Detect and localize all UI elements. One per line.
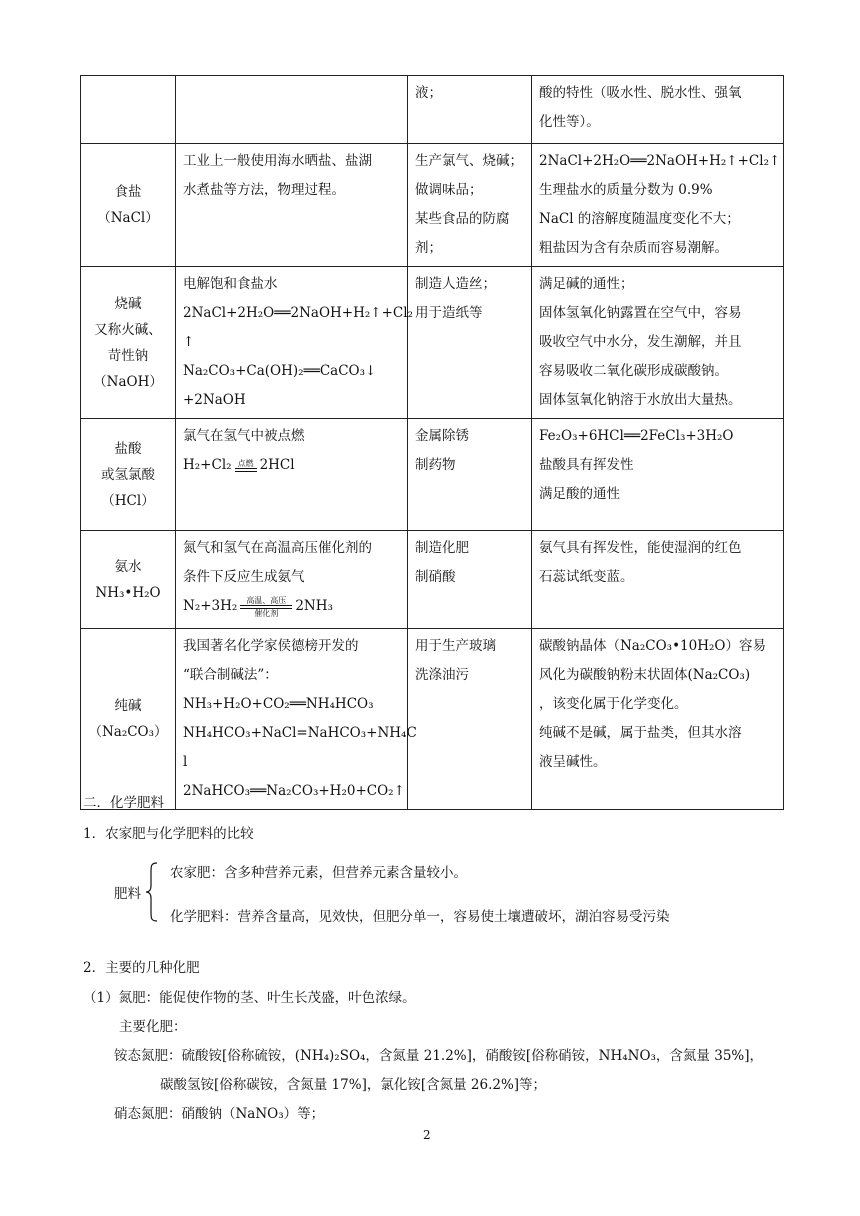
table-row — [81, 144, 784, 267]
nitrogen-fertilizer-text: （1）氮肥：能促使作物的茎、叶生长茂盛，叶色浓绿。 — [83, 990, 416, 1006]
uses-cell — [408, 144, 532, 267]
cell-line: 容易吸收二氧化碳形成碳酸钠。 — [539, 363, 728, 379]
production-cell — [176, 76, 408, 144]
production-cell — [176, 419, 408, 531]
cell-line: 酸的特性（吸水性、脱水性、强氧 — [539, 85, 742, 101]
subsection-heading-1: 1．农家肥与化学肥料的比较 — [83, 826, 254, 842]
cell-line: 制造化肥 — [415, 540, 469, 556]
cell-line: 生产氯气、烧碱； — [415, 153, 523, 169]
cell-line: l — [183, 754, 188, 770]
cell-line: （Na₂CO₃） — [88, 724, 168, 740]
cell-line: 氮气和氢气在高温高压催化剂的 — [183, 540, 372, 556]
reaction-condition — [235, 459, 257, 472]
cell-line: 纯碱 — [114, 698, 142, 714]
cell-line: 条件下反应生成氨气 — [183, 569, 305, 585]
condition-top: 高温、高压 — [246, 595, 287, 605]
table-row — [81, 76, 784, 144]
cell-line: 某些食品的防腐 — [415, 211, 510, 227]
cell-line: 碳酸钠晶体（Na₂CO₃•10H₂O）容易 — [539, 638, 766, 654]
cell-line: 氨气具有挥发性，能使湿润的红色 — [539, 540, 742, 556]
cell-line: 苛性钠 — [107, 347, 149, 364]
cell-line: NH₃+H₂O+CO₂══NH₄HCO₃ — [183, 696, 374, 712]
chemical-fertilizer-text: 化学肥料：营养含量高，见效快，但肥分单一，容易使土壤遭破坏，湖泊容易受污染 — [170, 909, 670, 925]
nitrate-nitrogen-text: 硝态氮肥：硝酸钠（NaNO₃）等； — [114, 1106, 325, 1122]
reaction-condition — [240, 596, 292, 618]
cell-line: NaCl 的溶解度随温度变化不大； — [539, 211, 740, 227]
name-cell — [81, 629, 176, 810]
cell-line: 食盐 — [114, 184, 142, 200]
table-row — [81, 531, 784, 629]
condition-bottom: 催化剂 — [254, 608, 279, 618]
table-row — [81, 419, 784, 531]
cell-line: N₂+3H₂ — [183, 598, 238, 614]
notes-cell — [532, 629, 784, 810]
cell-line: 水煮盐等方法，物理过程。 — [183, 182, 345, 198]
notes-cell — [532, 267, 784, 419]
cell-line: （NaCl） — [97, 210, 159, 226]
cell-line: 洗涤油污 — [415, 667, 469, 683]
cell-line: 制硝酸 — [415, 569, 456, 585]
ammonium-nitrogen-line-1: 铵态氮肥：硫酸铵[俗称硫铵，(NH₄)₂SO₄，含氮量 21.2%]，硝酸铵[俗称硝铵，NH₄NO₃，含氮量 35%]， — [114, 1048, 764, 1064]
fertilizer-label: 肥料 — [114, 886, 141, 902]
ammonium-nitrogen-line-2: 碳酸氢铵[俗称碳铵，含氮量 17%]，氯化铵[含氮量 26.2%]等； — [160, 1077, 547, 1093]
main-fertilizers-label: 主要化肥： — [119, 1019, 187, 1035]
equation-line — [183, 451, 400, 480]
name-cell — [81, 531, 176, 629]
cell-line: 液； — [415, 85, 442, 101]
table-row — [81, 267, 784, 419]
cell-line: +2NaOH — [183, 392, 246, 408]
cell-line: （HCl） — [101, 492, 155, 509]
section-heading: 二．化学肥料 — [83, 795, 164, 811]
cell-line: 电解饱和食盐水 — [183, 276, 278, 292]
name-cell — [81, 144, 176, 267]
subsection-heading-2: 2．主要的几种化肥 — [83, 960, 200, 976]
name-cell — [81, 76, 176, 144]
cell-line: 用于造纸等 — [415, 305, 483, 321]
page-number: 2 — [423, 1128, 431, 1142]
cell-line: 烧碱 — [114, 295, 142, 312]
cell-line: 化性等）。 — [539, 114, 600, 130]
cell-line: 工业上一般使用海水晒盐、盐湖 — [183, 153, 372, 169]
cell-line: 制造人造丝； — [415, 276, 496, 292]
chemicals-table — [80, 75, 784, 810]
notes-cell — [532, 144, 784, 267]
notes-cell — [532, 76, 784, 144]
name-cell — [81, 419, 176, 531]
cell-line: 盐酸 — [114, 440, 142, 457]
cell-line: 做调味品； — [415, 182, 483, 198]
cell-line: 制药物 — [415, 457, 456, 473]
cell-line: 剂； — [415, 240, 442, 256]
production-cell — [176, 267, 413, 419]
cell-line: 2NaCl+2H₂O══2NaOH+H₂↑+Cl₂↑ — [539, 153, 781, 169]
uses-cell — [408, 531, 532, 629]
cell-line: 氯气在氢气中被点燃 — [183, 428, 305, 444]
cell-line: NH₄HCO₃+NaCl=NaHCO₃+NH₄C — [183, 725, 417, 741]
equals-sign — [235, 468, 257, 472]
uses-cell — [408, 76, 532, 144]
production-cell — [176, 144, 408, 267]
cell-line: Na₂CO₃+Ca(OH)₂══CaCO₃↓ — [183, 363, 377, 379]
equation-line — [183, 592, 400, 621]
cell-line: Fe₂O₃+6HCl══2FeCl₃+3H₂O — [539, 428, 734, 444]
cell-line: 我国著名化学家侯德榜开发的 — [183, 638, 359, 654]
cell-line: 满足碱的通性； — [539, 276, 634, 292]
cell-line: （NaOH） — [93, 373, 163, 390]
cell-line: “联合制碱法”： — [183, 667, 278, 683]
uses-cell — [408, 267, 532, 419]
cell-line: ↑ — [183, 334, 195, 350]
cell-line: 2HCl — [259, 457, 295, 473]
cell-line: 又称火碱、 — [94, 321, 162, 338]
cell-line: 2NH₃ — [295, 598, 333, 614]
cell-line: 风化为碳酸钠粉末状固体(Na₂CO₃) — [539, 667, 751, 683]
cell-line: 生理盐水的质量分数为 0.9% — [539, 182, 713, 198]
cell-line: 盐酸具有挥发性 — [539, 457, 634, 473]
uses-cell — [408, 419, 532, 531]
cell-line: 石蕊试纸变蓝。 — [539, 569, 634, 585]
cell-line: ，该变化属于化学变化。 — [539, 696, 688, 712]
cell-line: 2NaHCO₃══Na₂CO₃+H₂0+CO₂↑ — [183, 783, 405, 799]
uses-cell — [408, 629, 532, 810]
cell-line: 液呈碱性。 — [539, 754, 607, 770]
notes-cell — [532, 419, 784, 531]
cell-line: 满足酸的通性 — [539, 486, 620, 502]
brace-icon — [145, 862, 159, 922]
cell-line: NH₃•H₂O — [95, 584, 161, 601]
condition-top: 点燃 — [237, 459, 254, 468]
name-cell — [81, 267, 176, 419]
cell-line: 2NaCl+2H₂O══2NaOH+H₂↑+Cl₂ — [183, 305, 413, 321]
cell-line: 纯碱不是碱，属于盐类，但其水溶 — [539, 725, 742, 741]
production-cell — [176, 629, 417, 810]
cell-line: 金属除锈 — [415, 428, 469, 444]
cell-line: H₂+Cl₂ — [183, 457, 232, 473]
cell-line: 固体氢氧化钠露置在空气中，容易 — [539, 305, 742, 321]
cell-line: 吸收空气中水分，发生潮解，并且 — [539, 334, 742, 350]
notes-cell — [532, 531, 784, 629]
cell-line: 用于生产玻璃 — [415, 638, 496, 654]
cell-line: 固体氢氧化钠溶于水放出大量热。 — [539, 392, 742, 408]
production-cell — [176, 531, 408, 629]
cell-line: 粗盐因为含有杂质而容易潮解。 — [539, 240, 728, 256]
cell-line: 氨水 — [114, 558, 142, 575]
table-row — [81, 629, 784, 810]
farm-manure-text: 农家肥：含多种营养元素，但营养元素含量较小。 — [170, 865, 467, 881]
cell-line: 或氢氯酸 — [101, 466, 155, 483]
